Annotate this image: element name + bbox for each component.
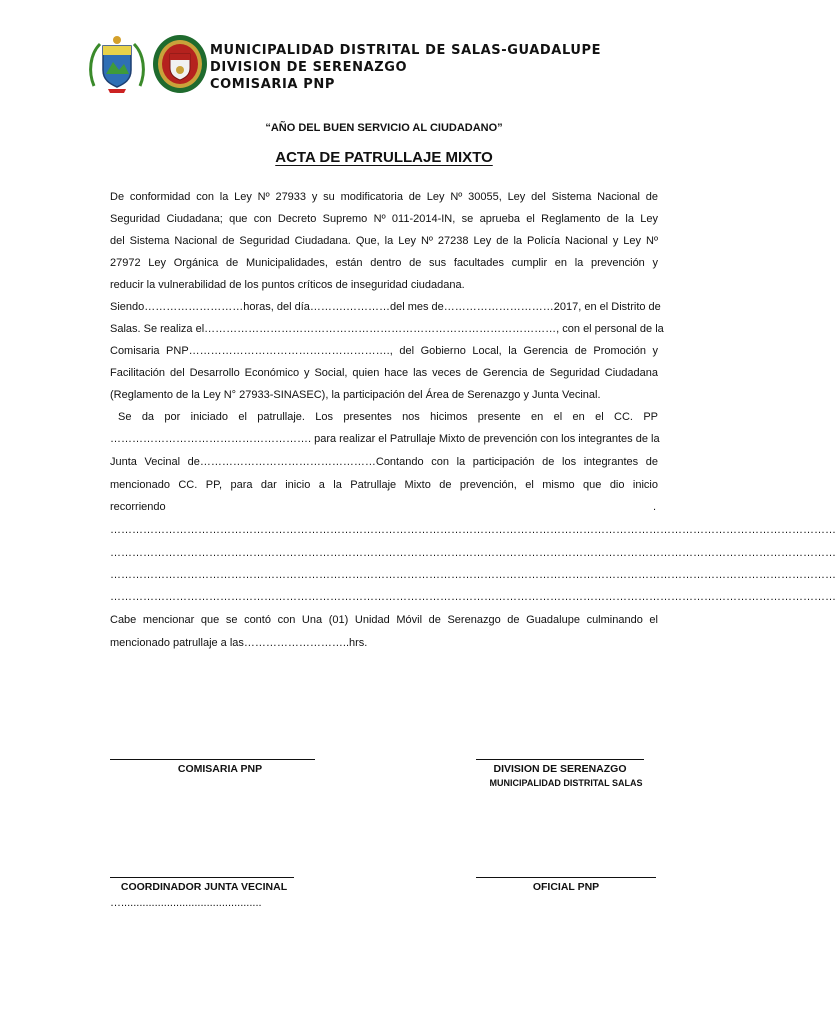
- header-division: DIVISION DE SERENAZGO: [210, 60, 408, 75]
- body-line: mencionado patrullaje a las………………………..hrs.: [110, 637, 368, 649]
- body-line: del Sistema Nacional de Seguridad Ciudadana. Que, la Ley Nº 27238 Ley de la Policía Nacional y Ley Nº: [110, 235, 658, 247]
- pnp-police-emblem-logo: [152, 34, 208, 94]
- body-line: Junta Vecinal de…………………………………………Contando con la participación de los integrantes de: [110, 456, 658, 468]
- signature-label-coordinador: COORDINADOR JUNTA VECINAL: [120, 881, 288, 893]
- signature-line-serenazgo: [476, 759, 644, 760]
- body-line: mencionado CC. PP, para dar inicio a la Patrullaje Mixto de prevención, el mismo que dio inicio: [110, 479, 658, 491]
- body-line: Facilitación del Desarrollo Económico y Social, quien hace las veces de Gerencia de Seguridad Ciudadana: [110, 367, 658, 379]
- signature-line-coordinador: [110, 877, 294, 878]
- body-line: (Reglamento de la Ley N° 27933-SINASEC), la participación del Área de Serenazgo y Junta Vecinal.: [110, 389, 601, 401]
- body-line: De conformidad con la Ley Nº 27933 y su modificatoria de Ley Nº 30055, Ley del Sistema Nacional de: [110, 191, 658, 203]
- signature-line-oficial: [476, 877, 656, 878]
- body-line: ………………………………………………. para realizar el Patrullaje Mixto de prevención con los integrantes de la: [110, 433, 660, 445]
- document-title: ACTA DE PATRULLAJE MIXTO: [275, 149, 493, 166]
- period-mark: .: [653, 501, 657, 513]
- signature-sublabel-serenazgo: MUNICIPALIDAD DISTRITAL SALAS: [489, 778, 643, 788]
- body-line: Comisaria PNP………………………………………………., del Gobierno Local, la Gerencia de Promoción y: [110, 345, 658, 357]
- coordinador-dotted-line: …..............................................: [110, 897, 262, 909]
- body-line: Se da por iniciado el patrullaje. Los presentes nos hicimos presente en el en el CC. PP: [118, 411, 658, 423]
- municipal-coat-of-arms-logo: [86, 34, 148, 96]
- dotted-fill-line: ………………………………………………………………………………………………………………………………………………………………………………: [110, 524, 836, 536]
- signature-label-comisaria: COMISARIA PNP: [177, 763, 263, 775]
- body-line: 27972 Ley Orgánica de Municipalidades, están dentro de sus facultades cumplir en la prevención y: [110, 257, 658, 269]
- body-line: Salas. Se realiza el……………………………………………………………………………………, con el personal de la: [110, 323, 664, 335]
- body-line: Siendo………………………horas, del día……….…………del mes de…………………………2017, en el Distrito de: [110, 301, 661, 313]
- body-line: recorriendo: [110, 501, 166, 513]
- year-motto: “AÑO DEL BUEN SERVICIO AL CIUDADANO”: [265, 122, 503, 134]
- dotted-fill-line: ………………………………………………………………………………………………………………………………………………………………………………: [110, 547, 836, 559]
- header-comisaria: COMISARIA PNP: [210, 77, 335, 92]
- signature-label-oficial: OFICIAL PNP: [532, 881, 600, 893]
- signature-label-serenazgo: DIVISION DE SERENAZGO: [493, 763, 627, 775]
- dotted-fill-line: ………………………………………………………………………………………………………………………………………………………………………………: [110, 591, 836, 603]
- body-line: Cabe mencionar que se contó con Una (01) Unidad Móvil de Serenazgo de Guadalupe culminando el: [110, 614, 658, 626]
- header-municipality: MUNICIPALIDAD DISTRITAL DE SALAS-GUADALUPE: [210, 43, 602, 58]
- signature-line-comisaria: [110, 759, 315, 760]
- dotted-fill-line: ………………………………………………………………………………………………………………………………………………………………………………: [110, 569, 836, 581]
- body-line: Seguridad Ciudadana; que con Decreto Supremo Nº 011-2014-IN, se aprueba el Reglamento de la Ley: [110, 213, 658, 225]
- body-line: reducir la vulnerabilidad de los puntos críticos de inseguridad ciudadana.: [110, 279, 465, 291]
